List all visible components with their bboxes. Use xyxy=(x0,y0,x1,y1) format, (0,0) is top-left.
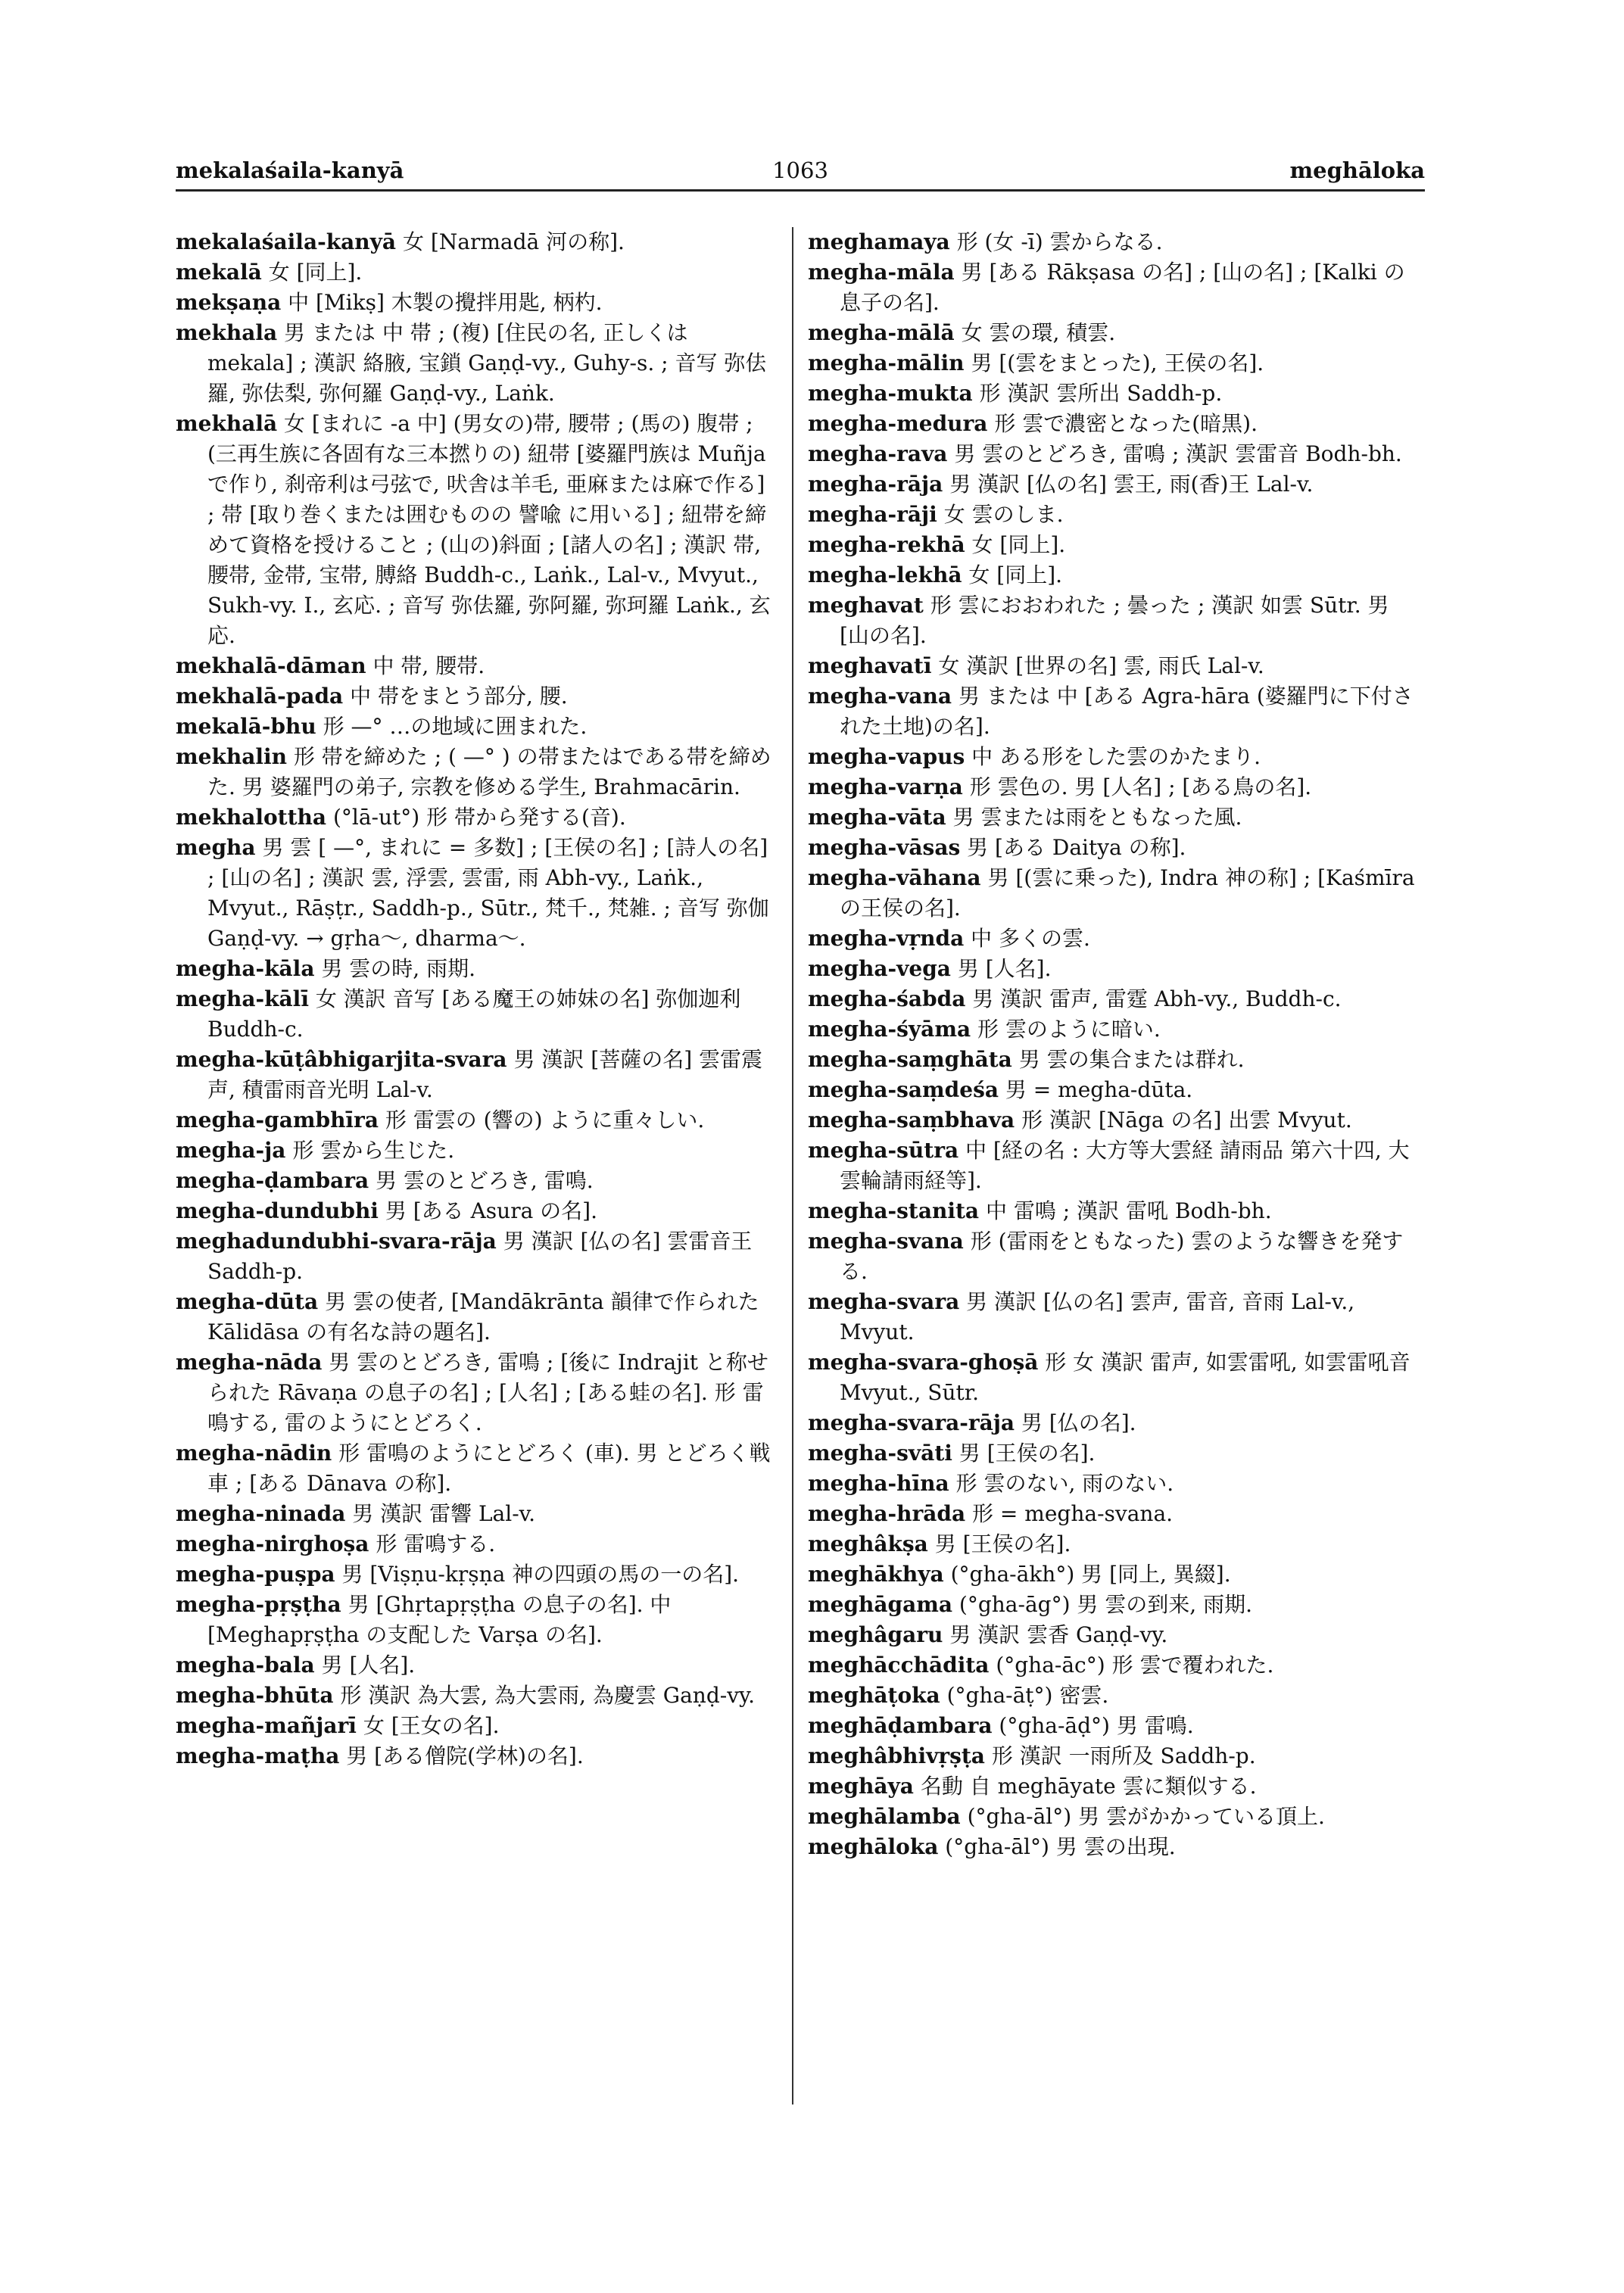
dictionary-entry xyxy=(808,1681,1425,1711)
right-column xyxy=(808,227,1425,1862)
dictionary-entry xyxy=(808,1226,1425,1287)
entry-definition: 中 [Mikṣ] 木製の攪拌用匙, 柄杓. xyxy=(288,290,603,315)
entry-definition: 男 [ある Asura の名]. xyxy=(385,1198,598,1223)
entry-definition: 女 雲の環, 積雲. xyxy=(961,320,1116,345)
entry-headword: mekhalin xyxy=(176,744,287,769)
entry-headword: mekhala xyxy=(176,320,278,345)
entry-headword: megha-svara xyxy=(808,1289,960,1314)
entry-definition: 形 帯を締めた ; ( —° ) の帯またはである帯を締めた. 男 婆羅門の弟子, 宗教を修める学生, Brahmacārin. xyxy=(207,744,771,799)
dictionary-entry xyxy=(808,257,1425,318)
dictionary-entry xyxy=(808,1196,1425,1226)
dictionary-entry xyxy=(176,802,774,833)
entry-headword: megha-bhūta xyxy=(176,1683,334,1708)
dictionary-entry xyxy=(808,742,1425,772)
dictionary-entry xyxy=(176,1529,774,1559)
dictionary-entry xyxy=(808,560,1425,590)
entry-headword: megha-bala xyxy=(176,1653,315,1678)
dictionary-entry xyxy=(808,1347,1425,1408)
dictionary-entry xyxy=(808,1559,1425,1590)
entry-definition: 女 [同上]. xyxy=(971,532,1066,557)
dictionary-entry xyxy=(808,984,1425,1014)
dictionary-entry xyxy=(176,1166,774,1196)
dictionary-entry xyxy=(808,1620,1425,1650)
entry-headword: megha-dundubhi xyxy=(176,1198,379,1223)
entry-definition: 男 雲のとどろき, 雷鳴 ; 漢訳 雲雷音 Bodh-bh. xyxy=(954,441,1402,466)
dictionary-entry xyxy=(176,1045,774,1105)
column-divider xyxy=(792,227,793,2105)
entry-headword: megha-mukta xyxy=(808,381,973,406)
dictionary-entry xyxy=(808,1529,1425,1559)
entry-definition: 男 [人名]. xyxy=(957,956,1052,981)
entry-headword: meghāgama xyxy=(808,1592,953,1617)
dictionary-entry xyxy=(176,833,774,954)
entry-definition: 女 [まれに -a 中] (男女の)帯, 腰帯 ; (馬の) 腹帯 ; (三再生族に各固有な三本撚りの) 紐帯 [婆羅門族は Muñja で作り, 刹帝利は弓弦で, 吠舎は羊毛, 亜麻または麻で作る] ; 帯 [取り巻くまたは囲むものの 譬喩 に用いる] ; 紐帯を締めて資格を授けること ; (山の)斜面 ; [諸人の名] ; 漢訳 帯, 腰帯, 金帯, 宝帯, 膊絡 Buddh-c., Laṅk., Lal-v., Mvyut., Sukh-vy. I., 玄応. ; 音写 弥佉羅, 弥阿羅, 弥珂羅 Laṅk., 玄応. xyxy=(207,411,771,648)
entry-headword: megha-stanita xyxy=(808,1198,980,1223)
dictionary-entry xyxy=(176,984,774,1045)
entry-definition: 男 または 中 [ある Agra-hāra (婆羅門に下付された土地)の名]. xyxy=(840,684,1414,739)
entry-headword: meghācchādita xyxy=(808,1653,990,1678)
entry-headword: mekalā xyxy=(176,260,262,285)
dictionary-entry xyxy=(176,1741,774,1771)
entry-definition: 中 帯をまとう部分, 腰. xyxy=(350,684,568,709)
dictionary-entry xyxy=(176,1196,774,1226)
dictionary-entry xyxy=(808,802,1425,833)
dictionary-entry xyxy=(808,1408,1425,1438)
entry-headword: megha-pṛṣṭha xyxy=(176,1592,341,1617)
entry-headword: mekhalā-pada xyxy=(176,684,344,709)
dictionary-entry xyxy=(808,1075,1425,1105)
entry-headword: mekṣaṇa xyxy=(176,290,282,315)
entry-headword: megha-puṣpa xyxy=(176,1562,335,1587)
entry-headword: meghāya xyxy=(808,1774,914,1799)
entry-definition: 形 雲におおわれた ; 曇った ; 漢訳 如雲 Sūtr. 男 [山の名]. xyxy=(840,593,1389,648)
entry-definition: 形 雷鳴のようにとどろく (車). 男 とどろく戦車 ; [ある Dānava の称]. xyxy=(207,1441,771,1496)
dictionary-entry xyxy=(176,742,774,802)
dictionary-entry xyxy=(808,1499,1425,1529)
entry-definition: (°gha-āl°) 男 雲がかかっている頂上. xyxy=(967,1804,1325,1829)
dictionary-entry xyxy=(808,1014,1425,1045)
dictionary-entry xyxy=(808,1045,1425,1075)
entry-headword: megha-gambhīra xyxy=(176,1108,379,1132)
entry-definition: 男 漢訳 [菩薩の名] 雲雷震声, 積雷雨音光明 Lal-v. xyxy=(207,1047,763,1102)
entry-definition: 女 雲のしま. xyxy=(943,502,1064,527)
entry-headword: megha-śabda xyxy=(808,986,966,1011)
entry-definition: 形 (女 -ī) 雲からなる. xyxy=(956,229,1163,254)
entry-headword: megha-kūṭâbhigarjita-svara xyxy=(176,1047,507,1072)
entry-definition: 男 [ある僧院(学林)の名]. xyxy=(346,1743,584,1768)
entry-headword: megha-ja xyxy=(176,1138,286,1163)
entry-definition: 中 [経の名 : 大方等大雲経 請雨品 第六十四, 大雲輪請雨経等]. xyxy=(840,1138,1410,1193)
entry-headword: megha-rekhā xyxy=(808,532,965,557)
entry-headword: megha-śyāma xyxy=(808,1017,971,1042)
entry-definition: (°gha-āṭ°) 密雲. xyxy=(946,1683,1109,1708)
entry-headword: megha-vāta xyxy=(808,805,946,830)
running-head-left: mekalaśaila-kanyā xyxy=(176,157,404,183)
dictionary-entry xyxy=(808,681,1425,742)
entry-definition: 男 雲または雨をともなった風. xyxy=(952,805,1242,830)
entry-definition: 中 帯, 腰帯. xyxy=(372,653,485,678)
dictionary-entry xyxy=(176,1347,774,1438)
entry-definition: (°gha-āḍ°) 男 雷鳴. xyxy=(999,1713,1194,1738)
dictionary-entry xyxy=(808,1105,1425,1136)
entry-definition: 男 雲のとどろき, 雷鳴. xyxy=(376,1168,594,1193)
dictionary-entry xyxy=(808,379,1425,409)
dictionary-entry xyxy=(176,712,774,742)
page-header xyxy=(176,151,1425,192)
dictionary-entry xyxy=(176,1226,774,1287)
entry-definition: 形 雷鳴する. xyxy=(376,1531,496,1556)
entry-definition: 男 [仏の名]. xyxy=(1021,1410,1136,1435)
dictionary-entry xyxy=(808,469,1425,500)
entry-headword: megha-vāsas xyxy=(808,835,961,860)
dictionary-entry xyxy=(808,439,1425,469)
dictionary-entry xyxy=(176,1105,774,1136)
entry-headword: megha-varṇa xyxy=(808,774,963,799)
entry-headword: meghamaya xyxy=(808,229,950,254)
dictionary-entry xyxy=(176,318,774,409)
entry-definition: 男 [(雲に乗った), Indra 神の称] ; [Kaśmīra の王侯の名]. xyxy=(840,865,1415,921)
dictionary-entry xyxy=(808,590,1425,651)
entry-definition: 形 漢訳 雲所出 Saddh-p. xyxy=(979,381,1223,406)
entry-headword: megha-vana xyxy=(808,684,952,709)
entry-headword: meghavatī xyxy=(808,653,932,678)
entry-headword: megha-saṃbhava xyxy=(808,1108,1015,1132)
entry-headword: megha-ḍambara xyxy=(176,1168,369,1193)
dictionary-entry xyxy=(808,924,1425,954)
entry-definition: 男 [Ghṛtapṛṣṭha の息子の名]. 中 [Meghapṛṣṭha の支配した Varṣa の名]. xyxy=(207,1592,672,1647)
entry-definition: 形 雲のように暗い. xyxy=(977,1017,1161,1042)
entry-headword: megha-vega xyxy=(808,956,951,981)
entry-definition: 男 [人名]. xyxy=(321,1653,416,1678)
entry-headword: megha-vāhana xyxy=(808,865,981,890)
entry-headword: meghâkṣa xyxy=(808,1531,928,1556)
dictionary-entry xyxy=(176,257,774,288)
entry-definition: (°gha-ākh°) 男 [同上, 異綴]. xyxy=(950,1562,1231,1587)
entry-definition: 男 漢訳 雷響 Lal-v. xyxy=(352,1501,536,1526)
dictionary-entry xyxy=(808,409,1425,439)
entry-headword: megha-kāla xyxy=(176,956,315,981)
entry-headword: megha-saṃghāta xyxy=(808,1047,1012,1072)
entry-headword: megha-kālī xyxy=(176,986,309,1011)
entry-definition: 形 雲色の. 男 [人名] ; [ある鳥の名]. xyxy=(969,774,1312,799)
entry-definition: 形 = megha-svana. xyxy=(972,1501,1174,1526)
entry-definition: 男 雲の使者, [Mandākrānta 韻律で作られた Kālidāsa の有名な詩の題名]. xyxy=(207,1289,759,1344)
entry-headword: megha-dūta xyxy=(176,1289,319,1314)
entry-definition: 女 [同上]. xyxy=(268,260,363,285)
entry-definition: 形 雲のない, 雨のない. xyxy=(955,1471,1174,1496)
running-head-right: meghāloka xyxy=(1289,157,1425,183)
entry-headword: megha-maṭha xyxy=(176,1743,340,1768)
entry-definition: 形 漢訳 [Nāga の名] 出雲 Mvyut. xyxy=(1021,1108,1352,1132)
entry-headword: megha-vapus xyxy=(808,744,965,769)
entry-headword: megha-saṃdeśa xyxy=(808,1077,999,1102)
entry-definition: 中 雷鳴 ; 漢訳 雷吼 Bodh-bh. xyxy=(985,1198,1272,1223)
entry-headword: megha-vṛnda xyxy=(808,926,965,951)
dictionary-entry xyxy=(176,1136,774,1166)
entry-headword: megha-hrāda xyxy=(808,1501,966,1526)
entry-headword: megha-medura xyxy=(808,411,988,436)
entry-definition: 男 漢訳 雲香 Gaṇḍ-vy. xyxy=(949,1622,1168,1647)
entry-definition: 男 [Viṣṇu-kṛṣṇa 神の四頭の馬の一の名]. xyxy=(341,1562,740,1587)
entry-headword: megha-māla xyxy=(808,260,955,285)
entry-definition: (°gha-āg°) 男 雲の到来, 雨期. xyxy=(959,1592,1253,1617)
entry-headword: mekalā-bhu xyxy=(176,714,316,739)
entry-headword: mekalaśaila-kanyā xyxy=(176,229,397,254)
dictionary-entry xyxy=(808,1438,1425,1469)
entry-headword: megha-mālā xyxy=(808,320,955,345)
dictionary-entry xyxy=(808,1650,1425,1681)
dictionary-entry xyxy=(808,1469,1425,1499)
dictionary-entry xyxy=(808,1711,1425,1741)
dictionary-entry xyxy=(808,1136,1425,1196)
dictionary-entry xyxy=(808,1771,1425,1802)
entry-definition: 形 漢訳 為大雲, 為大雲雨, 為慶雲 Gaṇḍ-vy. xyxy=(340,1683,756,1708)
dictionary-entry xyxy=(176,681,774,712)
entry-definition: 男 漢訳 [仏の名] 雲雷音王 Saddh-p. xyxy=(207,1229,753,1284)
dictionary-entry xyxy=(808,227,1425,257)
dictionary-entry xyxy=(808,772,1425,802)
entry-definition: 男 漢訳 [仏の名] 雲声, 雷音, 音雨 Lal-v., Mvyut. xyxy=(840,1289,1355,1344)
entry-definition: 男 = megha-dūta. xyxy=(1005,1077,1193,1102)
entry-headword: megha-mālin xyxy=(808,350,965,375)
entry-definition: (°gha-āl°) 男 雲の出現. xyxy=(945,1834,1176,1859)
entry-definition: 男 雲の時, 雨期. xyxy=(321,956,475,981)
dictionary-entry xyxy=(176,227,774,257)
dictionary-entry xyxy=(176,1681,774,1711)
dictionary-entry xyxy=(176,1711,774,1741)
entry-headword: meghāḍambara xyxy=(808,1713,993,1738)
entry-definition: 男 [(雲をまとった), 王侯の名]. xyxy=(971,350,1264,375)
dictionary-entry xyxy=(176,954,774,984)
dictionary-entry xyxy=(176,1287,774,1347)
entry-definition: 女 漢訳 音写 [ある魔王の姉妹の名] 弥伽迦利 Buddh-c. xyxy=(207,986,741,1042)
dictionary-entry xyxy=(808,651,1425,681)
dictionary-entry xyxy=(808,1832,1425,1862)
entry-definition: 女 [王女の名]. xyxy=(363,1713,500,1738)
entry-definition: 形 雷雲の (響の) ように重々しい. xyxy=(385,1108,705,1132)
entry-definition: 男 漢訳 [仏の名] 雲王, 雨(香)王 Lal-v. xyxy=(949,472,1314,497)
page-number: 1063 xyxy=(772,157,828,183)
entry-definition: 中 ある形をした雲のかたまり. xyxy=(971,744,1261,769)
entry-definition: 形 —° …の地域に囲まれた. xyxy=(323,714,588,739)
entry-definition: (°lā-ut°) 形 帯から発する(音). xyxy=(332,805,626,830)
dictionary-entry xyxy=(176,1438,774,1499)
dictionary-entry xyxy=(808,833,1425,863)
dictionary-entry xyxy=(808,954,1425,984)
dictionary-entry xyxy=(176,288,774,318)
entry-headword: meghâbhivṛṣṭa xyxy=(808,1743,985,1768)
entry-headword: megha-mañjarī xyxy=(176,1713,357,1738)
entry-headword: mekhalottha xyxy=(176,805,327,830)
entry-headword: megha-svana xyxy=(808,1229,964,1254)
entry-headword: megha-nādin xyxy=(176,1441,332,1466)
entry-headword: megha-sūtra xyxy=(808,1138,959,1163)
entry-definition: 形 (雷雨をともなった) 雲のような響きを発する. xyxy=(840,1229,1404,1284)
entry-headword: megha-lekhā xyxy=(808,562,962,587)
entry-definition: 形 雲から生じた. xyxy=(292,1138,455,1163)
dictionary-entry xyxy=(808,1590,1425,1620)
entry-headword: megha-svāti xyxy=(808,1441,952,1466)
entry-headword: meghâgaru xyxy=(808,1622,943,1647)
entry-definition: 男 雲 [ —°, まれに = 多数] ; [王侯の名] ; [詩人の名] ; [山の名] ; 漢訳 雲, 浮雲, 雲雷, 雨 Abh-vy., Laṅk., Mvyut., Rāṣṭr., Saddh-p., Sūtr., 梵千., 梵雑. ; 音写 弥伽 Gaṇḍ-vy. → gṛha〜, dharma〜. xyxy=(207,835,769,951)
entry-headword: meghavat xyxy=(808,593,924,618)
entry-definition: 男 [王侯の名]. xyxy=(959,1441,1096,1466)
dictionary-entry xyxy=(808,1802,1425,1832)
dictionary-entry xyxy=(176,1499,774,1529)
dictionary-entry xyxy=(176,409,774,651)
entry-definition: 男 [ある Rākṣasa の名] ; [山の名] ; [Kalki の息子の名]. xyxy=(840,260,1405,315)
entry-headword: meghāṭoka xyxy=(808,1683,940,1708)
entry-headword: mekhalā-dāman xyxy=(176,653,366,678)
dictionary-entry xyxy=(176,1559,774,1590)
dictionary-entry xyxy=(808,318,1425,348)
entry-definition: 男 雲のとどろき, 雷鳴 ; [後に Indrajit と称せられた Rāvaṇa の息子の名] ; [人名] ; [ある蛙の名]. 形 雷鳴する, 雷のようにとどろく. xyxy=(207,1350,768,1435)
entry-headword: megha-nirghoṣa xyxy=(176,1531,369,1556)
dictionary-entry xyxy=(808,1287,1425,1347)
entry-definition: 男 雲の集合または群れ. xyxy=(1018,1047,1245,1072)
dictionary-entry xyxy=(176,1590,774,1650)
entry-headword: megha-rava xyxy=(808,441,948,466)
entry-headword: megha-svara-ghoṣā xyxy=(808,1350,1039,1375)
entry-headword: meghākhya xyxy=(808,1562,944,1587)
dictionary-entry xyxy=(808,863,1425,924)
dictionary-entry xyxy=(808,500,1425,530)
dictionary-entry xyxy=(808,530,1425,560)
entry-headword: megha-rāji xyxy=(808,502,937,527)
entry-definition: 中 多くの雲. xyxy=(971,926,1090,951)
entry-definition: 形 雲で濃密となった(暗黒). xyxy=(994,411,1258,436)
dictionary-entry xyxy=(808,348,1425,379)
entry-headword: megha-ninada xyxy=(176,1501,346,1526)
entry-headword: meghāloka xyxy=(808,1834,939,1859)
entry-headword: megha xyxy=(176,835,256,860)
entry-headword: megha-nāda xyxy=(176,1350,323,1375)
entry-definition: 名動 自 meghāyate 雲に類似する. xyxy=(920,1774,1257,1799)
entry-definition: 形 漢訳 一雨所及 Saddh-p. xyxy=(991,1743,1256,1768)
entry-headword: megha-svara-rāja xyxy=(808,1410,1015,1435)
entry-headword: mekhalā xyxy=(176,411,278,436)
dictionary-entry xyxy=(176,651,774,681)
entry-definition: 男 または 中 帯 ; (複) [住民の名, 正しくは mekala] ; 漢訳 絡腋, 宝鎖 Gaṇḍ-vy., Guhy-s. ; 音写 弥佉羅, 弥佉梨, 弥何羅 Gaṇḍ-vy., Laṅk. xyxy=(207,320,767,406)
entry-headword: meghadundubhi-svara-rāja xyxy=(176,1229,497,1254)
entry-definition: 女 [Narmadā 河の称]. xyxy=(402,229,625,254)
entry-definition: 男 [ある Daitya の称]. xyxy=(967,835,1186,860)
left-column xyxy=(176,227,774,1771)
entry-definition: (°gha-āc°) 形 雲で覆われた. xyxy=(996,1653,1274,1678)
entry-headword: meghālamba xyxy=(808,1804,961,1829)
dictionary-entry xyxy=(176,1650,774,1681)
entry-headword: megha-hīna xyxy=(808,1471,949,1496)
entry-definition: 女 [同上]. xyxy=(968,562,1063,587)
entry-headword: megha-rāja xyxy=(808,472,943,497)
entry-definition: 男 [王侯の名]. xyxy=(934,1531,1071,1556)
dictionary-entry xyxy=(808,1741,1425,1771)
entry-definition: 女 漢訳 [世界の名] 雲, 雨氏 Lal-v. xyxy=(938,653,1264,678)
entry-definition: 男 漢訳 雷声, 雷霆 Abh-vy., Buddh-c. xyxy=(972,986,1342,1011)
entry-definition: 形 女 漢訳 雷声, 如雲雷吼, 如雲雷吼音 Mvyut., Sūtr. xyxy=(840,1350,1410,1405)
